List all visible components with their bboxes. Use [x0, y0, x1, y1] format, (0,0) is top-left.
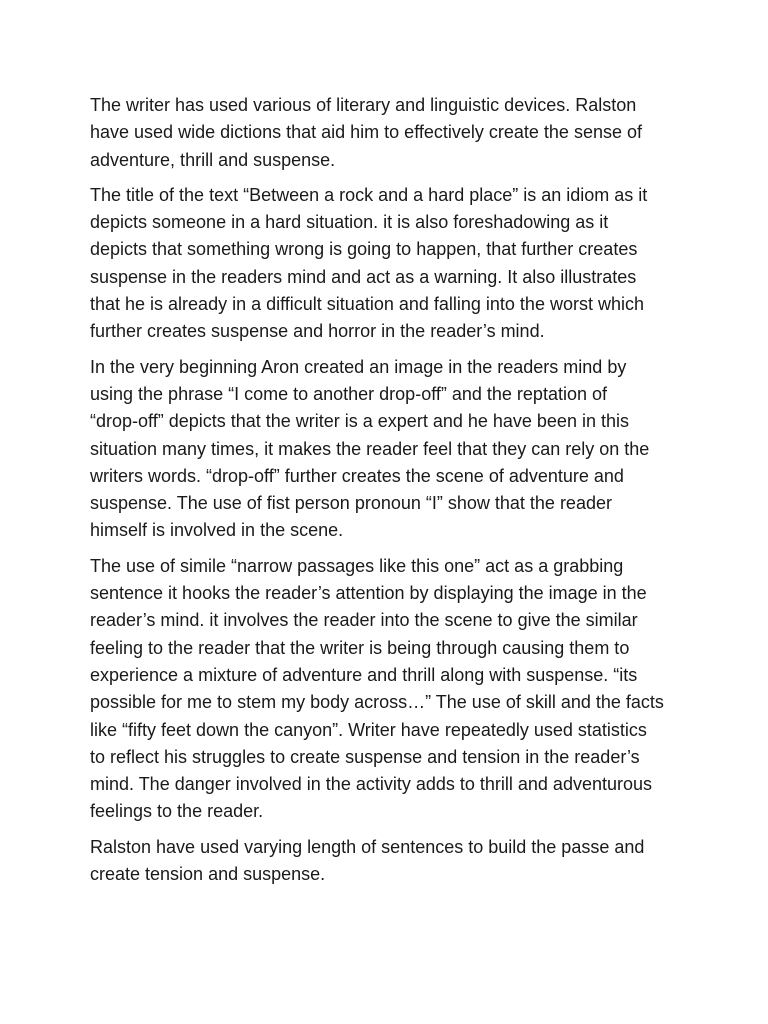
text-line: feeling to the reader that the writer is being through causing them to — [90, 637, 630, 658]
text-line: feelings to the reader. — [90, 801, 264, 822]
paragraph-4 — [90, 553, 680, 826]
text-line: The writer has used various of literary and linguistic devices. Ralston — [90, 95, 637, 115]
text-line: possible for me to stem my body across…” The use of skill and the facts — [90, 692, 664, 713]
text-line: sentence it hooks the reader’s attention by displaying the image in the — [90, 583, 647, 604]
text-line: depicts that something wrong is going to happen, that further creates — [90, 239, 638, 260]
text-line: mind. The danger involved in the activity adds to thrill and adventurous — [90, 774, 652, 795]
text-line: The use of simile “narrow passages like this one” act as a grabbing — [90, 555, 624, 576]
text-line: writers words. “drop-off” further creates the scene of adventure and — [90, 465, 624, 486]
text-line: The title of the text “Between a rock and a hard place” is an idiom as it — [90, 184, 648, 205]
paragraph-3 — [90, 354, 680, 545]
text-line: experience a mixture of adventure and thrill along with suspense. “its — [90, 664, 638, 685]
text-line: to reflect his struggles to create suspense and tension in the reader’s — [90, 746, 640, 767]
text-line: reader’s mind. it involves the reader into the scene to give the similar — [90, 610, 638, 631]
paragraph-2 — [90, 182, 680, 346]
text-line: using the phrase “I come to another drop-off” and the reptation of — [90, 383, 607, 404]
text-line: create tension and suspense. — [90, 864, 326, 885]
text-line: In the very beginning Aron created an image in the readers mind by — [90, 356, 627, 377]
paragraph-5 — [90, 834, 680, 889]
text-line: suspense in the readers mind and act as a warning. It also illustrates — [90, 266, 637, 287]
text-line: further creates suspense and horror in the reader’s mind. — [90, 321, 545, 342]
text-line: adventure, thrill and suspense. — [90, 149, 336, 170]
text-line: suspense. The use of fist person pronoun “I” show that the reader — [90, 493, 612, 514]
text-line: depicts someone in a hard situation. it is also foreshadowing as it — [90, 212, 609, 233]
paragraph-1 — [90, 92, 680, 174]
text-line: Ralston have used varying length of sentences to build the passe and — [90, 836, 645, 857]
text-line: have used wide dictions that aid him to effectively create the sense of — [90, 122, 642, 143]
text-line: situation many times, it makes the reader feel that they can rely on the — [90, 438, 650, 459]
text-line: like “fifty feet down the canyon”. Writer have repeatedly used statistics — [90, 719, 647, 740]
text-line: that he is already in a difficult situation and falling into the worst which — [90, 294, 644, 315]
text-line: himself is involved in the scene. — [90, 520, 344, 541]
document-body — [90, 92, 680, 896]
text-line: “drop-off” depicts that the writer is a expert and he have been in this — [90, 411, 629, 432]
